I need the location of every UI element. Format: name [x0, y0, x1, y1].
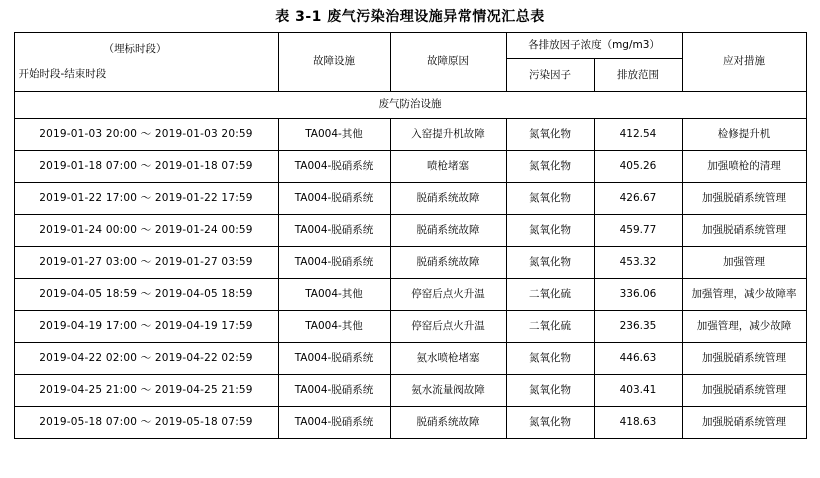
header-time-group-label: （埋标时段）: [103, 42, 167, 55]
cell-device: TA004-其他: [278, 119, 390, 151]
section-row: [14, 92, 806, 119]
cell-time: 2019-04-19 17:00 ～ 2019-04-19 17:59: [14, 311, 278, 343]
cell-range: 336.06: [594, 279, 682, 311]
cell-factor: 氮氧化物: [506, 119, 594, 151]
cell-range: 403.41: [594, 375, 682, 407]
table-row: [14, 183, 806, 215]
cell-time: 2019-04-05 18:59 ～ 2019-04-05 18:59: [14, 279, 278, 311]
cell-time: 2019-04-22 02:00 ～ 2019-04-22 02:59: [14, 343, 278, 375]
cell-factor: 氮氧化物: [506, 343, 594, 375]
cell-range: 412.54: [594, 119, 682, 151]
cell-time: 2019-05-18 07:00 ～ 2019-05-18 07:59: [14, 407, 278, 439]
table-row: [14, 343, 806, 375]
cell-device: TA004-脱硝系统: [278, 407, 390, 439]
cell-cause: 停窑后点火升温: [390, 279, 506, 311]
cell-factor: 氮氧化物: [506, 407, 594, 439]
table-header: [14, 33, 806, 92]
cell-range: 446.63: [594, 343, 682, 375]
header-range: 排放范围: [594, 59, 682, 92]
table-row: [14, 311, 806, 343]
table-row: [14, 151, 806, 183]
cell-time: 2019-04-25 21:00 ～ 2019-04-25 21:59: [14, 375, 278, 407]
header-time-group: [14, 33, 278, 92]
header-concentration-group: 各排放因子浓度（mg/m3）: [506, 33, 682, 59]
table-row: [14, 119, 806, 151]
cell-cause: 脱硝系统故障: [390, 407, 506, 439]
cell-cause: 脱硝系统故障: [390, 247, 506, 279]
cell-device: TA004-脱硝系统: [278, 215, 390, 247]
cell-factor: 氮氧化物: [506, 375, 594, 407]
cell-range: 236.35: [594, 311, 682, 343]
table-row: [14, 279, 806, 311]
cell-range: 453.32: [594, 247, 682, 279]
cell-measure: 加强脱硝系统管理: [682, 407, 806, 439]
cell-factor: 二氧化硫: [506, 311, 594, 343]
cell-cause: 脱硝系统故障: [390, 215, 506, 247]
cell-cause: 入窑提升机故障: [390, 119, 506, 151]
cell-cause: 喷枪堵塞: [390, 151, 506, 183]
header-row-top: [14, 33, 806, 59]
cell-range: 459.77: [594, 215, 682, 247]
cell-time: 2019-01-24 00:00 ～ 2019-01-24 00:59: [14, 215, 278, 247]
cell-range: 405.26: [594, 151, 682, 183]
table-row: [14, 375, 806, 407]
cell-device: TA004-其他: [278, 279, 390, 311]
header-time-sub-label: 开始时段-结束时段: [18, 68, 107, 80]
cell-cause: 停窑后点火升温: [390, 311, 506, 343]
cell-measure: 检修提升机: [682, 119, 806, 151]
cell-device: TA004-脱硝系统: [278, 343, 390, 375]
cell-factor: 二氧化硫: [506, 279, 594, 311]
cell-device: TA004-其他: [278, 311, 390, 343]
cell-measure: 加强管理，减少故障率: [682, 279, 806, 311]
header-measure: 应对措施: [682, 33, 806, 92]
cell-cause: 氨水流量阀故障: [390, 375, 506, 407]
cell-measure: 加强管理，减少故障: [682, 311, 806, 343]
header-device: 故障设施: [278, 33, 390, 92]
cell-factor: 氮氧化物: [506, 247, 594, 279]
cell-range: 418.63: [594, 407, 682, 439]
cell-factor: 氮氧化物: [506, 183, 594, 215]
cell-cause: 脱硝系统故障: [390, 183, 506, 215]
cell-range: 426.67: [594, 183, 682, 215]
cell-factor: 氮氧化物: [506, 151, 594, 183]
table-row: [14, 215, 806, 247]
cell-device: TA004-脱硝系统: [278, 183, 390, 215]
header-factor: 污染因子: [506, 59, 594, 92]
cell-measure: 加强脱硝系统管理: [682, 183, 806, 215]
cell-time: 2019-01-22 17:00 ～ 2019-01-22 17:59: [14, 183, 278, 215]
abnormal-conditions-table: [14, 32, 807, 439]
header-cause: 故障原因: [390, 33, 506, 92]
cell-measure: 加强管理: [682, 247, 806, 279]
cell-device: TA004-脱硝系统: [278, 247, 390, 279]
cell-device: TA004-脱硝系统: [278, 375, 390, 407]
page-title: 表 3-1 废气污染治理设施异常情况汇总表: [275, 9, 545, 25]
table-row: [14, 247, 806, 279]
cell-measure: 加强脱硝系统管理: [682, 215, 806, 247]
section-label: 废气防治设施: [14, 92, 806, 119]
table-row: [14, 407, 806, 439]
cell-time: 2019-01-18 07:00 ～ 2019-01-18 07:59: [14, 151, 278, 183]
cell-device: TA004-脱硝系统: [278, 151, 390, 183]
cell-measure: 加强脱硝系统管理: [682, 375, 806, 407]
cell-time: 2019-01-03 20:00 ～ 2019-01-03 20:59: [14, 119, 278, 151]
cell-factor: 氮氧化物: [506, 215, 594, 247]
table-body: [14, 92, 806, 439]
cell-measure: 加强脱硝系统管理: [682, 343, 806, 375]
cell-cause: 氨水喷枪堵塞: [390, 343, 506, 375]
cell-time: 2019-01-27 03:00 ～ 2019-01-27 03:59: [14, 247, 278, 279]
cell-measure: 加强喷枪的清理: [682, 151, 806, 183]
